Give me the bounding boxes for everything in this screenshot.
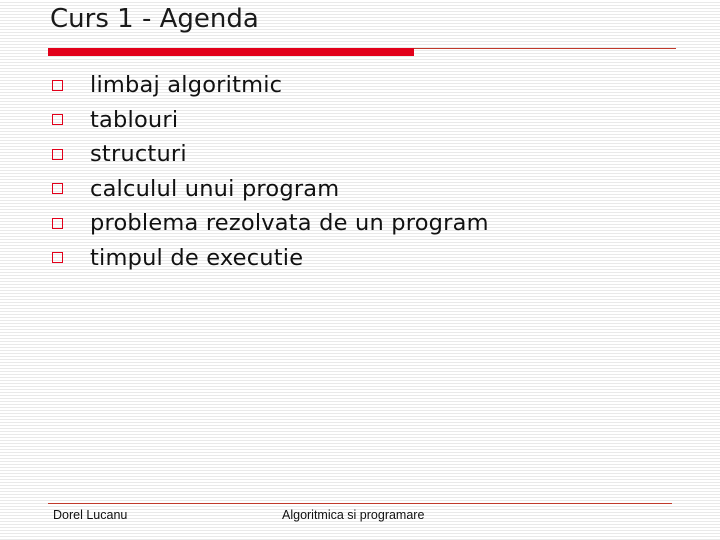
list-item [52,241,489,276]
title-underline-thin [414,48,676,49]
agenda-list [52,68,489,275]
slide-title: Curs 1 - Agenda [50,4,259,34]
square-bullet-icon [52,80,63,91]
footer-course-title: Algoritmica si programare [282,508,425,522]
square-bullet-icon [52,218,63,229]
footer-divider [48,503,672,504]
square-bullet-icon [52,183,63,194]
list-item-text: timpul de executie [90,244,304,271]
list-item-text: problema rezolvata de un program [90,210,489,237]
list-item [52,103,489,138]
square-bullet-icon [52,252,63,263]
list-item [52,68,489,103]
list-item-text: structuri [90,141,187,168]
list-item [52,206,489,241]
title-underline-accent [48,48,414,56]
list-item-text: limbaj algoritmic [90,72,283,99]
list-item [52,137,489,172]
square-bullet-icon [52,114,63,125]
list-item-text: tablouri [90,106,179,133]
list-item [52,172,489,207]
footer-author: Dorel Lucanu [53,508,128,522]
list-item-text: calculul unui program [90,175,340,202]
square-bullet-icon [52,149,63,160]
